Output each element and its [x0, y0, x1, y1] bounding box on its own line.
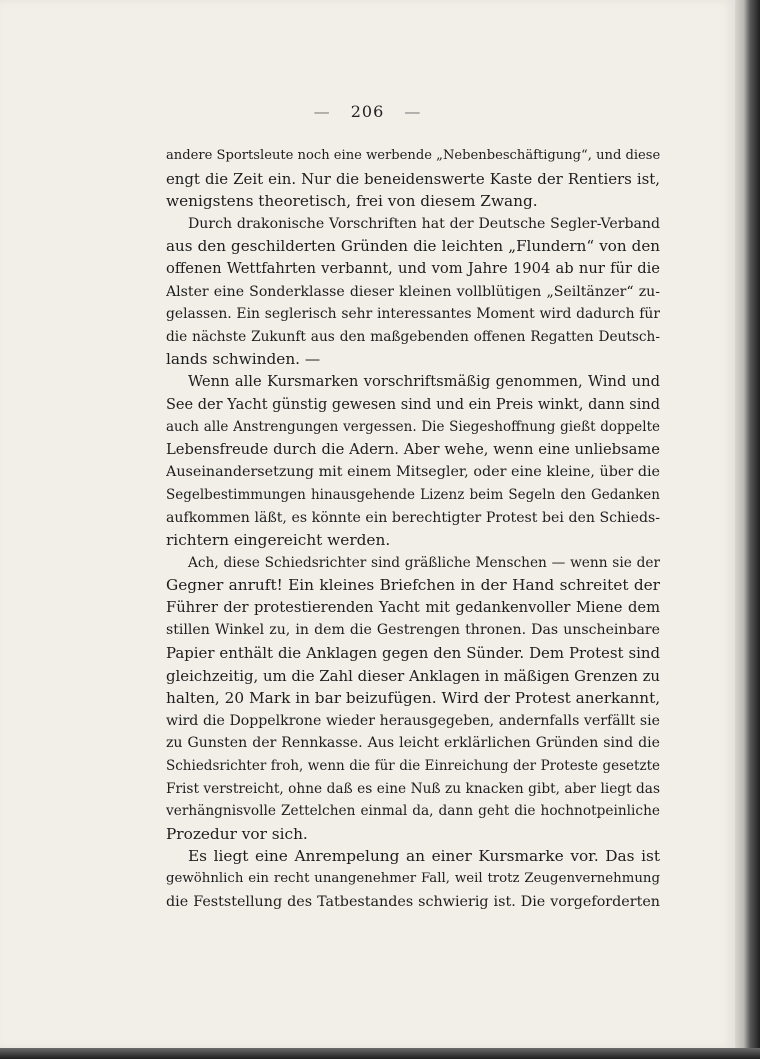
- text-line: Gegner anruft! Ein kleines Briefchen in der Hand schreitet der: [166, 576, 660, 595]
- header-dash-left: —: [313, 102, 331, 121]
- text-line: wird die Doppelkrone wieder herausgegeben, andernfalls verfällt sie: [166, 712, 660, 729]
- text-line: halten, 20 Mark in bar beizufügen. Wird der Protest anerkannt,: [166, 689, 660, 708]
- text-line: aus den geschilderten Gründen die leichten „Flundern“ von den: [166, 237, 660, 256]
- text-line: gewöhnlich ein recht unangenehmer Fall, weil trotz Zeugenvernehmung: [166, 871, 660, 886]
- text-line: engt die Zeit ein. Nur die beneidenswerte Kaste der Rentiers ist,: [166, 169, 660, 188]
- text-line: stillen Winkel zu, in dem die Gestrengen thronen. Das unscheinbare: [166, 622, 660, 639]
- text-line: wenigstens theoretisch, frei von diesem Zwang.: [166, 192, 538, 211]
- text-line: andere Sportsleute noch eine werbende „Nebenbeschäftigung“, und diese: [166, 148, 660, 163]
- text-line: gelassen. Ein seglerisch sehr interessantes Moment wird dadurch für: [166, 306, 660, 323]
- text-line: richtern eingereicht werden.: [166, 531, 391, 550]
- page-number: 206: [350, 102, 385, 121]
- text-line: zu Gunsten der Rennkasse. Aus leicht erklärlichen Gründen sind die: [166, 735, 660, 752]
- page-header: [0, 102, 735, 121]
- text-line: die nächste Zukunft aus den maßgebenden offenen Regatten Deutsch-: [166, 328, 660, 345]
- text-line: Es liegt eine Anrempelung an einer Kursmarke vor. Das ist: [188, 847, 660, 866]
- text-line: Papier enthält die Anklagen gegen den Sünder. Dem Protest sind: [166, 644, 660, 663]
- text-line: See der Yacht günstig gewesen sind und ein Preis winkt, dann sind: [166, 396, 660, 413]
- text-line: Führer der protestierenden Yacht mit gedankenvoller Miene dem: [166, 598, 660, 616]
- text-line: Wenn alle Kursmarken vorschriftsmäßig genommen, Wind und: [188, 372, 660, 390]
- text-line: Segelbestimmungen hinausgehende Lizenz beim Segeln den Gedanken: [166, 486, 660, 503]
- text-line: Auseinandersetzung mit einem Mitsegler, oder eine kleine, über die: [166, 464, 660, 481]
- text-line: Alster eine Sonderklasse dieser kleinen vollblütigen „Seiltänzer“ zu-: [166, 283, 660, 300]
- page-bottom-shadow: [0, 1048, 760, 1059]
- text-line: auch alle Anstrengungen vergessen. Die Siegeshoffnung gießt doppelte: [166, 419, 660, 436]
- text-line: lands schwinden. —: [166, 350, 321, 369]
- text-line: Schiedsrichter froh, wenn die für die Einreichung der Proteste gesetzte: [166, 758, 660, 775]
- text-line: aufkommen läßt, es könnte ein berechtigter Protest bei den Schieds-: [166, 509, 660, 526]
- page-edge-shadow: [735, 0, 760, 1059]
- text-line: Ach, diese Schiedsrichter sind gräßliche Menschen — wenn sie der: [188, 554, 660, 571]
- body-text: [166, 145, 660, 913]
- text-line: verhängnisvolle Zettelchen einmal da, dann geht die hochnotpeinliche: [166, 803, 660, 820]
- text-line: offenen Wettfahrten verbannt, und vom Jahre 1904 ab nur für die: [166, 259, 660, 277]
- text-line: Prozedur vor sich.: [166, 824, 308, 843]
- header-dash-right: —: [404, 102, 422, 121]
- text-line: Lebensfreude durch die Adern. Aber wehe, wenn eine unliebsame: [166, 440, 660, 458]
- text-line: Frist verstreicht, ohne daß es eine Nuß zu knacken gibt, aber liegt das: [166, 780, 660, 797]
- text-line: Durch drakonische Vorschriften hat der Deutsche Segler-Verband: [188, 215, 660, 232]
- text-line: gleichzeitig, um die Zahl dieser Anklagen in mäßigen Grenzen zu: [166, 666, 660, 685]
- text-line: die Feststellung des Tatbestandes schwierig ist. Die vorgeforderten: [166, 893, 660, 910]
